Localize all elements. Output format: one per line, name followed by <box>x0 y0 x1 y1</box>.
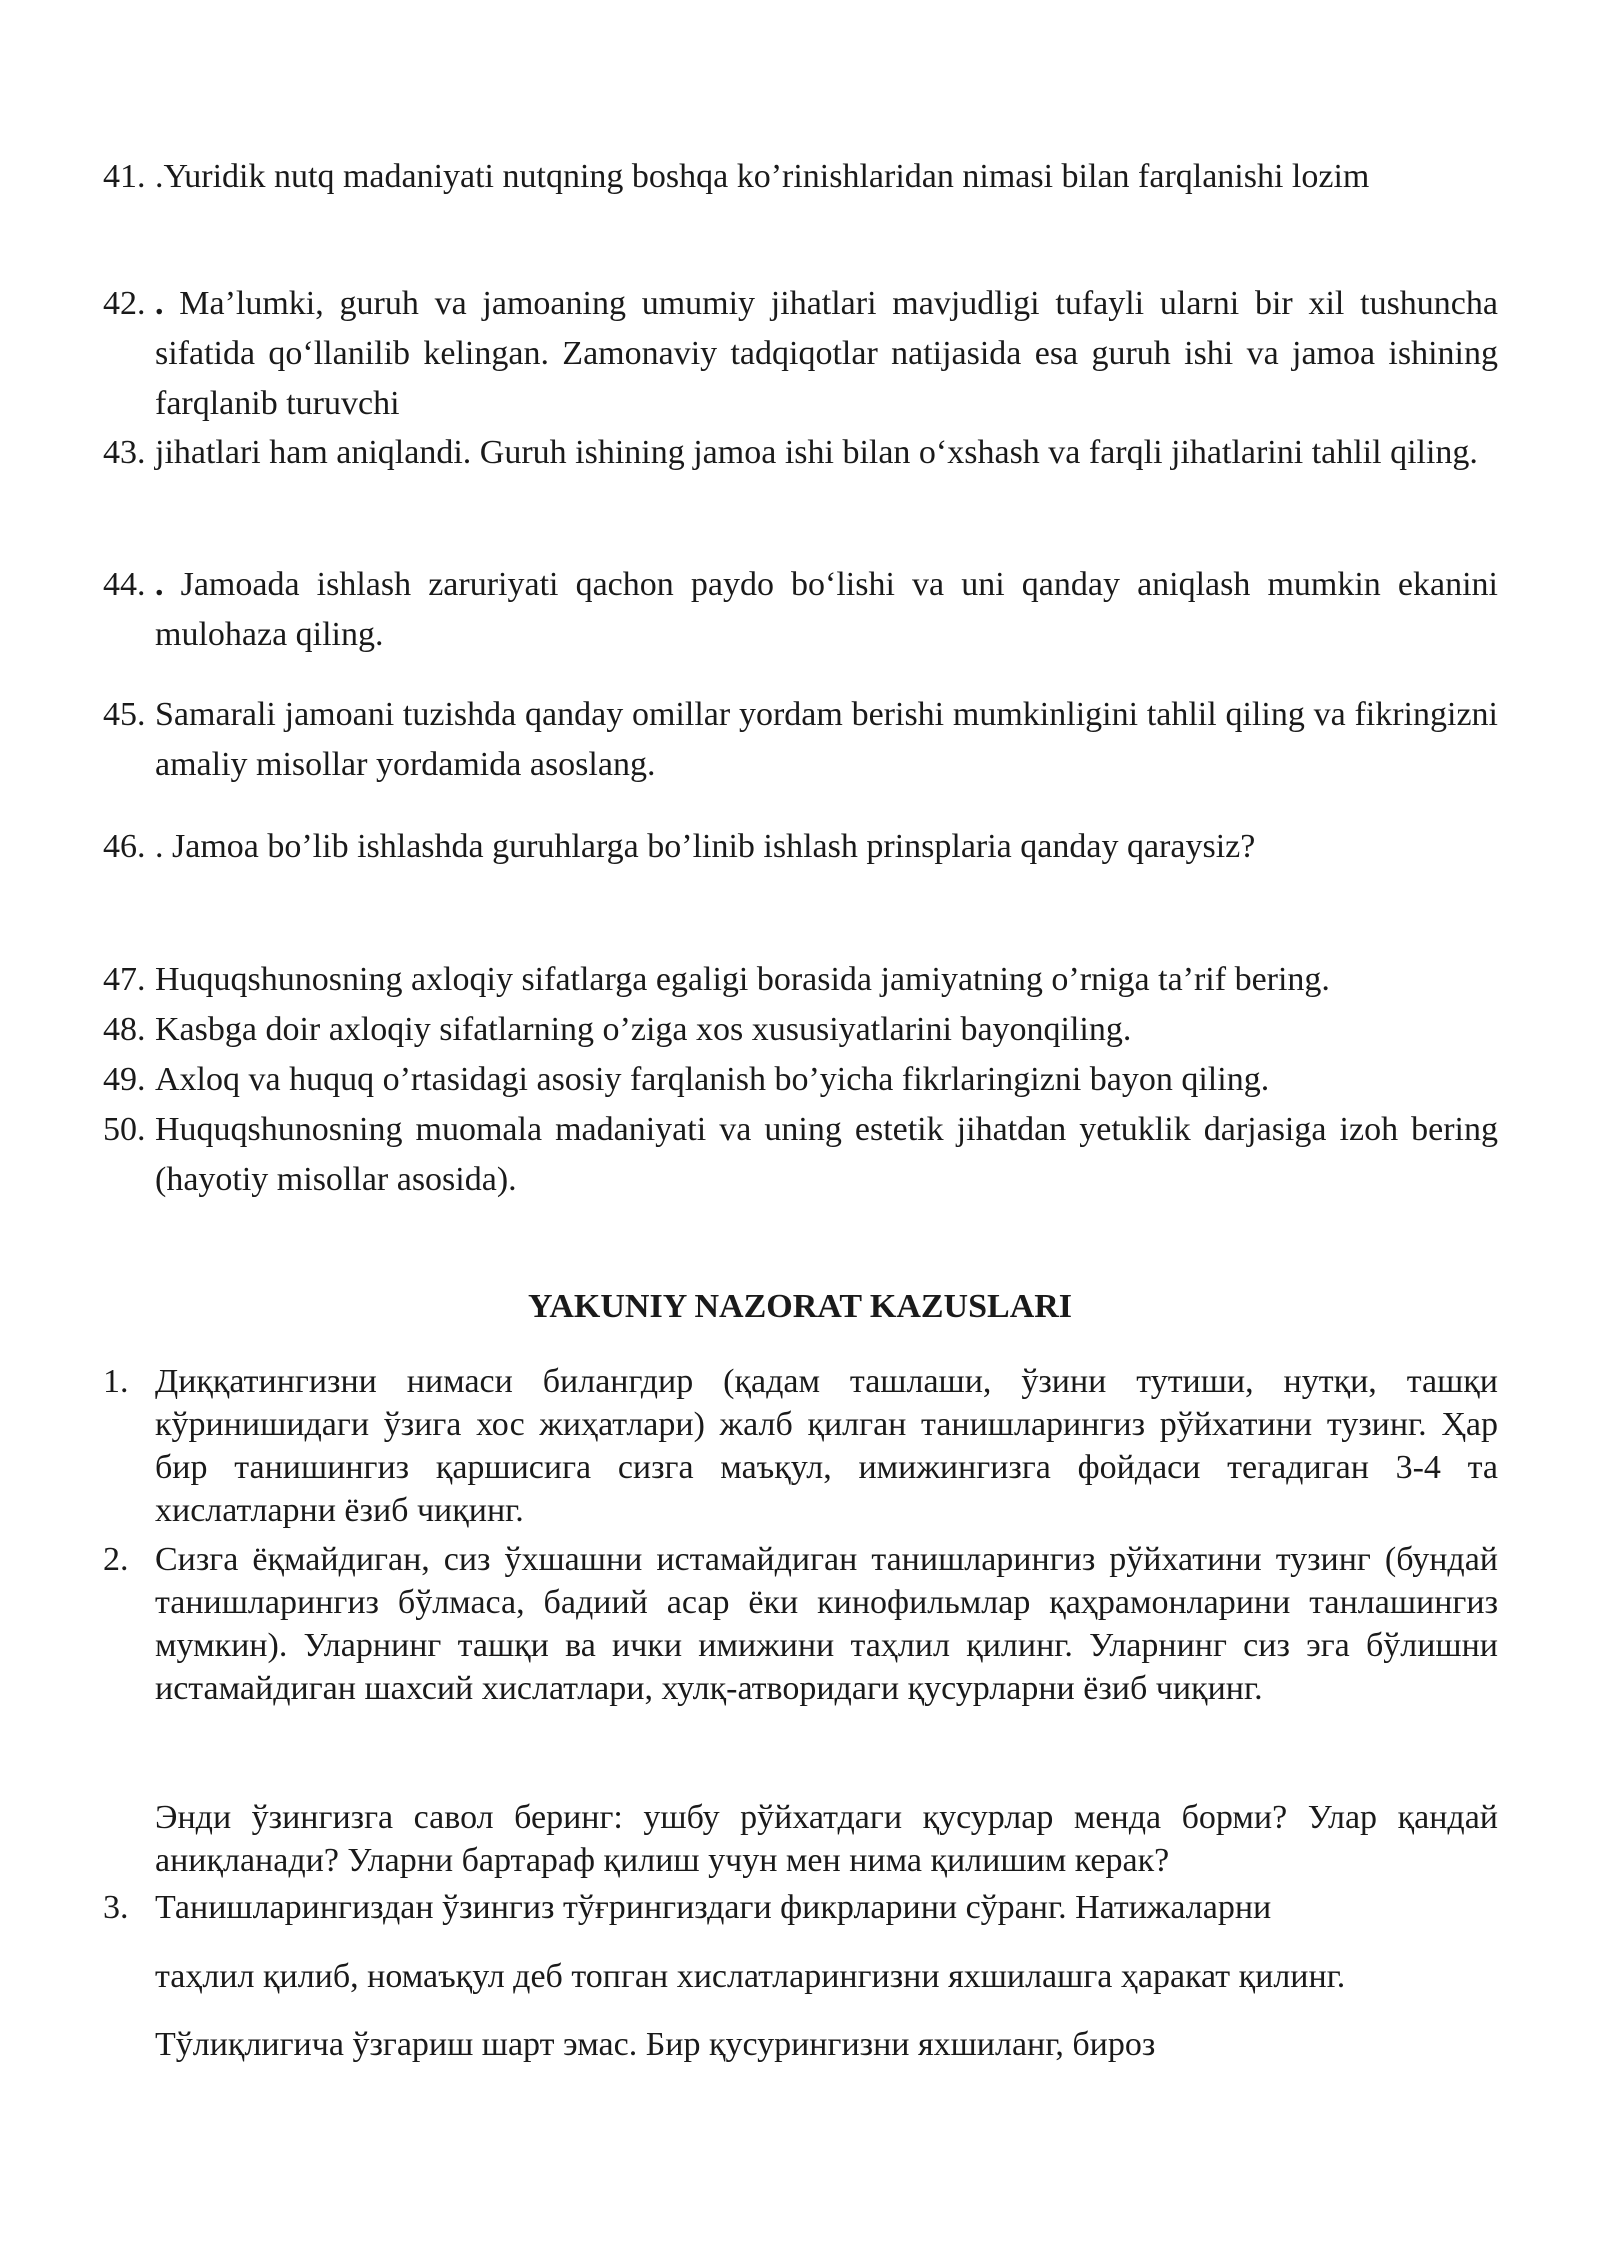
question-42 <box>103 279 1498 429</box>
question-text: Samarali jamoani tuzishda qanday omillar yordam berishi mumkinligini tahlil qiling va fikringizni amaliy misollar yordamida asoslang. <box>155 696 1498 783</box>
question-number: 48. <box>103 1011 146 1048</box>
question-text: . Jamoa bo’lib ishlashda guruhlarga bo’linib ishlash prinsplaria qanday qaraysiz? <box>155 828 1256 865</box>
question-text: Axloq va huquq o’rtasidagi asosiy farqlanish bo’yicha fikrlaringizni bayon qiling. <box>155 1061 1270 1098</box>
question-number: 44. <box>103 566 146 603</box>
question-48 <box>103 1005 1498 1055</box>
question-number: 46. <box>103 828 146 865</box>
case-3 <box>103 1886 1498 1929</box>
section-title: YAKUNIY NAZORAT KAZUSLARI <box>527 1288 1073 1325</box>
question-text: Ma’lumki, guruh va jamoaning umumiy jihatlari mavjudligi tufayli ularni bir xil tushuncha sifatida qoʻllanilib kelingan. Zamonaviy tadqiqotlar natijasida esa guruh ishi va jamoa ishining farqlanib turuvchi <box>155 285 1498 422</box>
case-text: Танишларингиздан ўзингиз тўғрингиздаги фикрларини сўранг. Натижаларни <box>155 1889 1272 1926</box>
question-number: 45. <box>103 696 146 733</box>
question-number: 42. <box>103 285 146 322</box>
question-text: Jamoada ishlash zaruriyati qachon paydo boʻlishi va uni qanday aniqlash mumkin ekanini mulohaza qiling. <box>155 566 1498 653</box>
question-number: 50. <box>103 1111 146 1148</box>
question-number: 47. <box>103 961 146 998</box>
case-2 <box>103 1538 1498 1710</box>
case-text: Энди ўзингизга савол беринг: ушбу рўйхатдаги қусурлар менда борми? Улар қандай аниқланади? Уларни бартараф қилиш учун мен нима қилишим керак? <box>155 1799 1498 1879</box>
case-text: Сизга ёқмайдиган, сиз ўхшашни истамайдиган танишларингиз рўйхатини тузинг (бундай танишларингиз бўлмаса, бадиий асар ёки кинофильмлар қаҳрамонларини танлашингиз мумкин). Уларнинг ташқи ва ички имижини таҳлил қилинг. Уларнинг сиз эга бўлишни истамайдиган шахсий хислатлари, хулқ-атворидаги қусурларни ёзиб чиқинг. <box>155 1541 1498 1707</box>
question-text: Huquqshunosning muomala madaniyati va uning estetik jihatdan yetuklik darjasiga izoh bering (hayotiy misollar asosida). <box>155 1111 1498 1198</box>
question-number: 49. <box>103 1061 146 1098</box>
case-1 <box>103 1360 1498 1532</box>
case-2-followup <box>103 1796 1498 1882</box>
question-41 <box>103 152 1498 202</box>
question-text: .Yuridik nutq madaniyati nutqning boshqa ko’rinishlaridan nimasi bilan farqlanishi lozim <box>155 158 1370 195</box>
question-47 <box>103 955 1498 1005</box>
question-45 <box>103 690 1498 790</box>
question-49 <box>103 1055 1498 1105</box>
case-number: 1. <box>103 1363 129 1400</box>
question-text: Kasbga doir axloqiy sifatlarning o’ziga xos xususiyatlarini bayonqiling. <box>155 1011 1132 1048</box>
question-50 <box>103 1105 1498 1205</box>
case-number: 2. <box>103 1541 129 1578</box>
case-3-line-2: таҳлил қилиб, номаъқул деб топган хислатларингизни яхшилашга ҳаракат қилинг. <box>155 1958 1346 1995</box>
question-43 <box>103 428 1498 478</box>
question-number: 41. <box>103 158 146 195</box>
bold-prefix: . <box>155 285 164 322</box>
question-46 <box>103 822 1498 872</box>
case-number: 3. <box>103 1889 129 1926</box>
case-text: Диққатингизни нимаси билангдир (қадам ташлаши, ўзини тутиши, нутқи, ташқи кўринишидаги ўзига хос жиҳатлари) жалб қилган танишларингиз рўйхатини тузинг. Ҳар бир танишингиз қаршисига сизга маъқул, имижингизга фойдаси тегадиган 3-4 та хислатларни ёзиб чиқинг. <box>155 1363 1498 1529</box>
question-number: 43. <box>103 434 146 471</box>
question-text: Huquqshunosning axloqiy sifatlarga egaligi borasida jamiyatning o’rniga ta’rif bering. <box>155 961 1330 998</box>
case-3-line-3: Тўлиқлигича ўзгариш шарт эмас. Бир қусурингизни яхшиланг, бироз <box>155 2026 1156 2063</box>
bold-prefix: . <box>155 566 164 603</box>
question-text: jihatlari ham aniqlandi. Guruh ishining jamoa ishi bilan oʻxshash va farqli jihatlarini tahlil qiling. <box>155 434 1478 471</box>
question-44 <box>103 560 1498 660</box>
